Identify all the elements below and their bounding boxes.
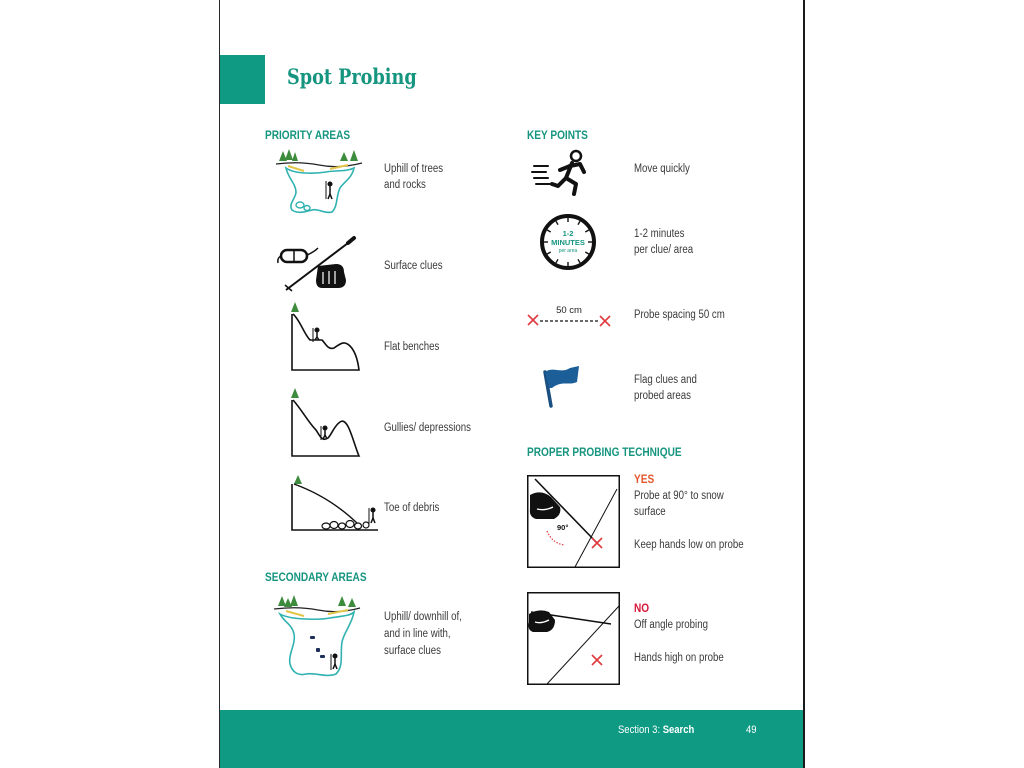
title-accent-bar xyxy=(220,55,265,104)
no-verdict: NO xyxy=(634,601,650,615)
spacing-label: 50 cm xyxy=(556,305,582,316)
key-point-text: Flag clues and xyxy=(634,374,697,386)
clue-line-icon xyxy=(270,594,362,680)
key-point-text: per clue/ area xyxy=(634,244,694,256)
page-number: 49 xyxy=(746,724,757,736)
priority-item-text: Surface clues xyxy=(384,260,443,272)
angle-label: 90° xyxy=(557,523,569,532)
technique-heading: PROPER PROBING TECHNIQUE xyxy=(527,445,682,459)
key-point-text: probed areas xyxy=(634,390,691,402)
correct-probing-diagram xyxy=(527,475,620,568)
technique-note: Hands high on probe xyxy=(634,652,724,664)
technique-text: Probe at 90° to snow xyxy=(634,490,724,502)
key-points-heading: KEY POINTS xyxy=(527,128,588,142)
surface-clues-icon xyxy=(276,236,356,294)
clock-badge-unit: MINUTES xyxy=(551,238,585,247)
clock-icon xyxy=(538,212,598,272)
booklet-page xyxy=(220,0,803,768)
runner-icon xyxy=(530,148,594,198)
technique-note: Keep hands low on probe xyxy=(634,539,744,551)
key-point-text: 1-2 minutes xyxy=(634,228,685,240)
footer-section-label: Section 3: xyxy=(618,724,661,736)
priority-areas-heading: PRIORITY AREAS xyxy=(265,128,351,142)
uphill-trees-icon xyxy=(274,148,364,220)
flag-icon xyxy=(540,358,584,408)
priority-item-text: Flat benches xyxy=(384,341,440,353)
incorrect-probing-diagram xyxy=(527,592,620,685)
key-point-text: Probe spacing 50 cm xyxy=(634,309,725,321)
priority-item-text: and rocks xyxy=(384,179,426,191)
page-footer xyxy=(220,710,803,768)
probe-spacing-icon xyxy=(524,300,614,332)
technique-text: surface xyxy=(634,506,666,518)
secondary-item-text: Uphill/ downhill of, xyxy=(384,611,462,623)
footer-section xyxy=(618,723,694,737)
secondary-item-text: and in line with, xyxy=(384,628,451,640)
priority-item-text: Uphill of trees xyxy=(384,163,444,175)
yes-verdict: YES xyxy=(634,472,655,486)
priority-item-text: Toe of debris xyxy=(384,502,440,514)
key-point-text: Move quickly xyxy=(634,163,690,175)
debris-toe-icon xyxy=(288,474,380,534)
flat-bench-icon xyxy=(288,300,362,374)
footer-section-name: Search xyxy=(662,724,695,736)
gully-icon xyxy=(288,386,362,460)
clock-badge-scope: per area xyxy=(558,248,578,254)
page-title: Spot Probing xyxy=(287,64,417,89)
priority-item-text: Gullies/ depressions xyxy=(384,422,471,434)
clock-badge-range: 1-2 xyxy=(562,229,574,238)
technique-text: Off angle probing xyxy=(634,619,708,631)
secondary-item-text: surface clues xyxy=(384,645,441,657)
secondary-areas-heading: SECONDARY AREAS xyxy=(265,570,367,584)
